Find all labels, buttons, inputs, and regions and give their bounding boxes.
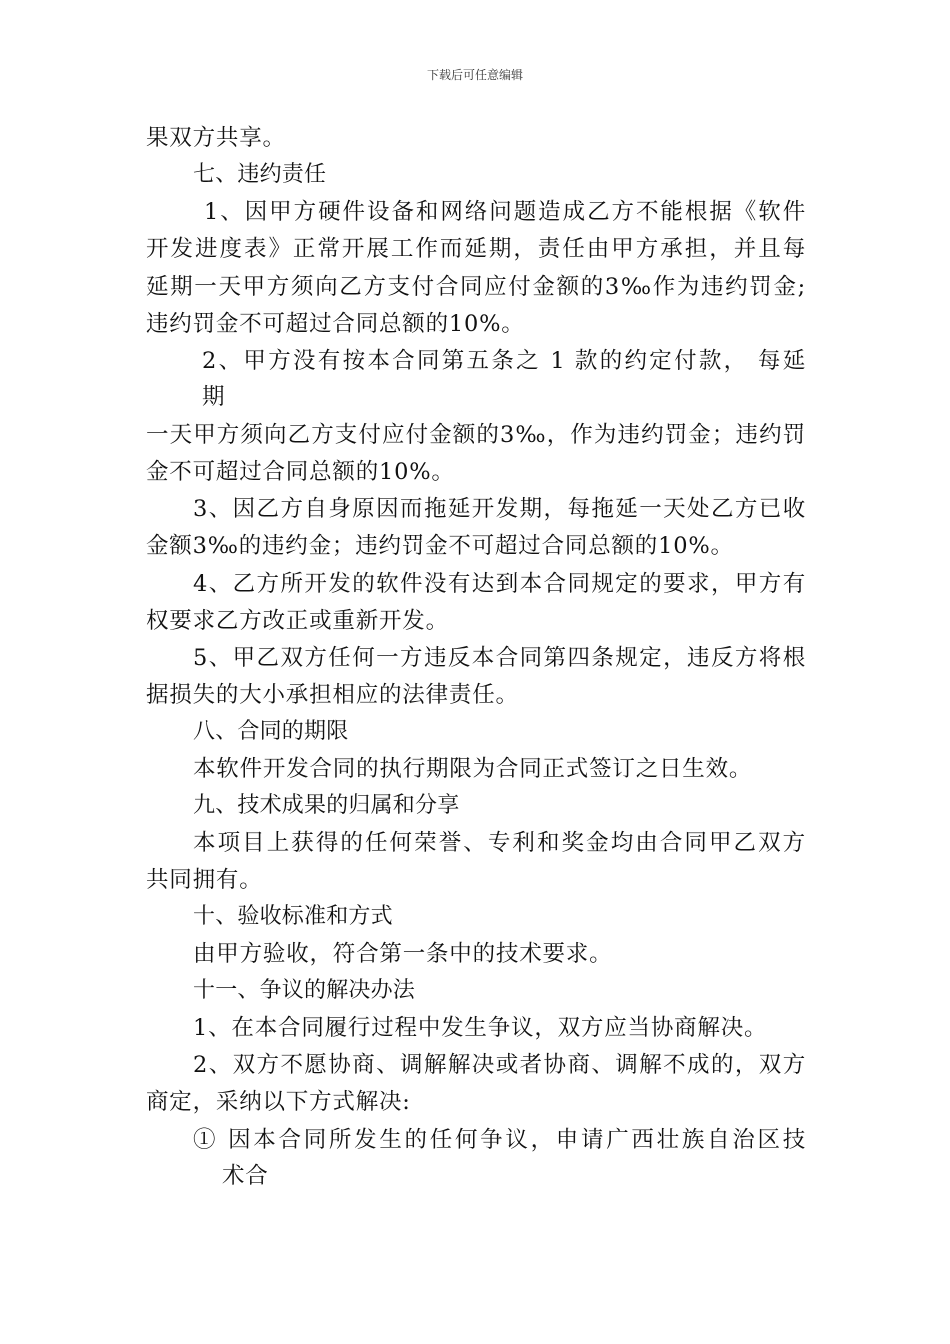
paragraph-line: 1、在本合同履行过程中发生争议，双方应当协商解决。 <box>193 1015 768 1041</box>
paragraph-line: 商定，采纳以下方式解决: <box>146 1089 411 1115</box>
page-header: 下载后可任意编辑 <box>426 68 523 82</box>
paragraph-line: 开发进度表》正常开展工作而延期，责任由甲方承担，并且每 <box>146 236 806 262</box>
paragraph-line: 5、甲乙双方任何一方违反本合同第四条规定，违反方将根 <box>193 645 806 671</box>
paragraph-line: 术合 <box>222 1163 269 1189</box>
paragraph-line: 据损失的大小承担相应的法律责任。 <box>146 682 519 708</box>
paragraph-line: 4、乙方所开发的软件没有达到本合同规定的要求，甲方有 <box>193 571 806 597</box>
paragraph-line: 金不可超过合同总额的10%。 <box>146 459 455 485</box>
paragraph-line: 本项目上获得的任何荣誉、专利和奖金均由合同甲乙双方 <box>193 830 806 856</box>
paragraph-line: 2、甲方没有按本合同第五条之 1 款的约定付款， 每延 <box>202 348 806 374</box>
paragraph-line: 违约罚金不可超过合同总额的10%。 <box>146 311 525 337</box>
paragraph-line: 本软件开发合同的执行期限为合同正式签订之日生效。 <box>193 756 753 782</box>
paragraph-line: 一天甲方须向乙方支付应付金额的3‰，作为违约罚金；违约罚 <box>146 422 806 448</box>
section-heading: 九、技术成果的归属和分享 <box>193 793 460 818</box>
paragraph-line: 1、因甲方硬件设备和网络问题造成乙方不能根据《软件 <box>204 199 806 225</box>
section-heading: 七、违约责任 <box>193 162 327 187</box>
section-heading: 十一、争议的解决办法 <box>193 978 416 1003</box>
paragraph-line: 权要求乙方改正或重新开发。 <box>146 608 449 634</box>
paragraph-line: 果双方共享。 <box>146 125 286 151</box>
paragraph-line: 期 <box>202 384 226 410</box>
section-heading: 十、验收标准和方式 <box>193 904 393 929</box>
list-item: ① 因本合同所发生的任何争议，申请广西壮族自治区技 <box>193 1127 806 1153</box>
paragraph-line: 共同拥有。 <box>146 867 263 893</box>
section-heading: 八、合同的期限 <box>193 719 349 744</box>
paragraph-line: 金额3‰的违约金；违约罚金不可超过合同总额的10%。 <box>146 533 734 559</box>
paragraph-line: 3、因乙方自身原因而拖延开发期，每拖延一天处乙方已收 <box>193 496 806 522</box>
paragraph-line: 延期一天甲方须向乙方支付合同应付金额的3‰作为违约罚金; <box>146 274 806 300</box>
paragraph-line: 2、双方不愿协商、调解解决或者协商、调解不成的，双方 <box>193 1052 806 1078</box>
paragraph-line: 由甲方验收，符合第一条中的技术要求。 <box>193 941 613 967</box>
